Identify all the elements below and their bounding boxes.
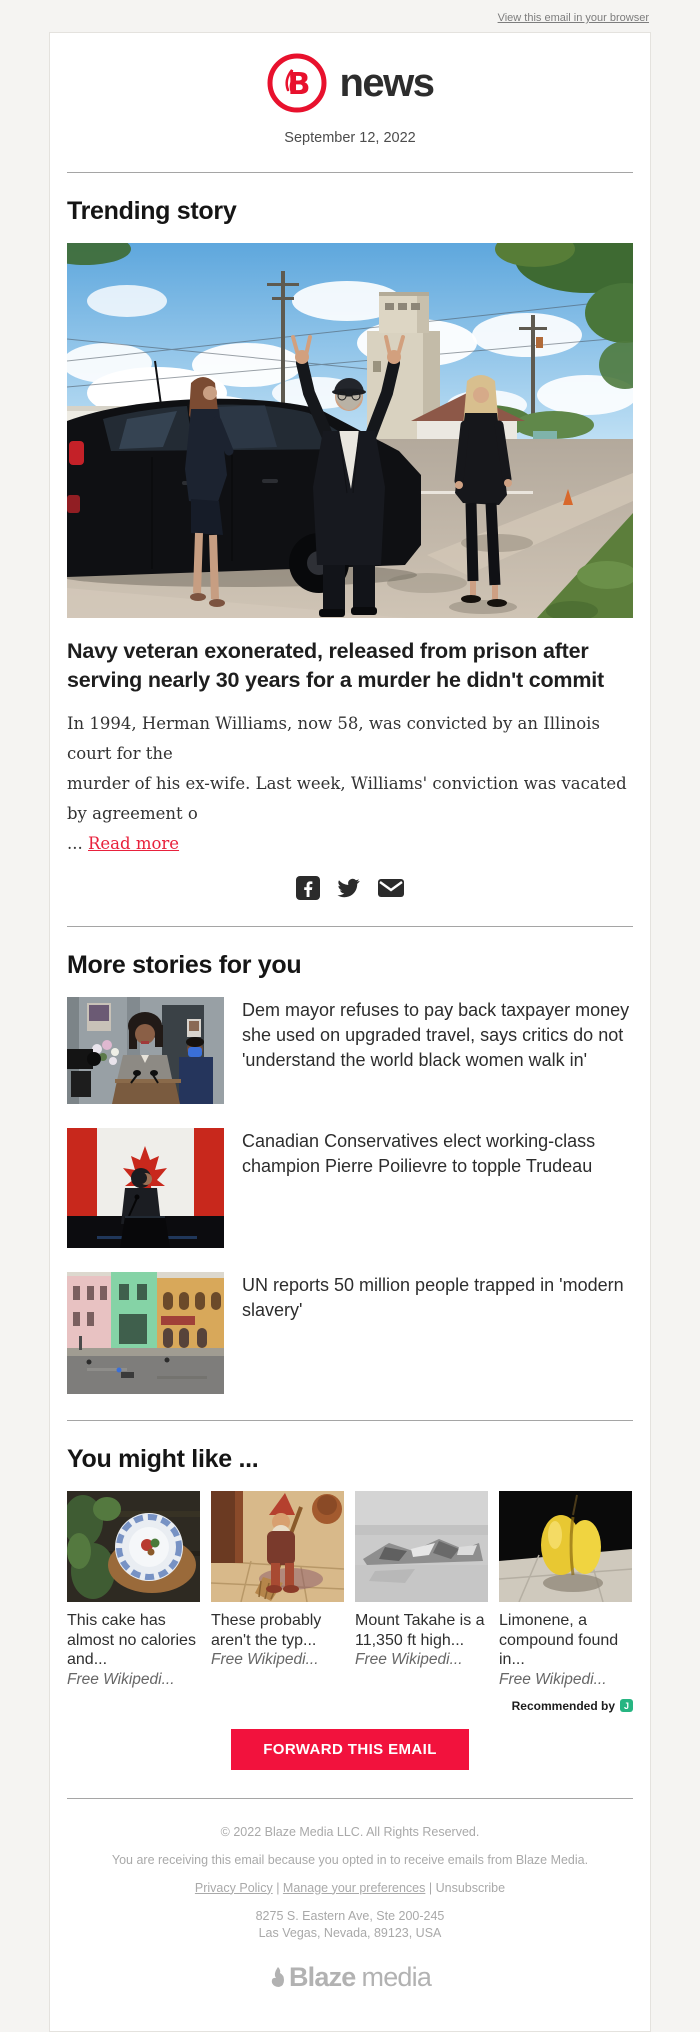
footer	[67, 1825, 633, 1993]
facebook-icon[interactable]	[296, 876, 320, 900]
story-headline[interactable]: UN reports 50 million people trapped in 'modern slavery'	[242, 1275, 624, 1320]
recommendation-card[interactable]	[67, 1491, 200, 1689]
link-separator: |	[276, 1880, 280, 1895]
brand-wordmark: news	[339, 60, 434, 105]
recommended-by[interactable]	[67, 1699, 633, 1713]
read-more-link[interactable]: Read more	[87, 834, 180, 853]
subscription-reason: You are receiving this email because you opted in to receive emails from Blaze Media.	[111, 1852, 589, 1867]
trending-body	[67, 709, 633, 859]
divider	[67, 926, 633, 927]
rec-thumbnail-mount-takahe[interactable]	[355, 1491, 488, 1602]
recommendation-card[interactable]	[355, 1491, 488, 1689]
more-stories-section-title: More stories for you	[67, 951, 302, 979]
link-separator: |	[428, 1880, 433, 1895]
twitter-icon[interactable]	[335, 876, 362, 900]
blaze-logo-icon	[266, 52, 328, 114]
body-line: murder of his ex-wife. Last week, Williams' conviction was vacated by agreement o	[67, 774, 627, 823]
address-line-2: Las Vegas, Nevada, 89123, USA	[258, 1925, 442, 1940]
rec-title[interactable]: These probably aren't the typ...	[211, 1612, 322, 1649]
body-line: ... Read more	[67, 834, 180, 853]
divider	[67, 1798, 633, 1799]
footer-links	[67, 1881, 633, 1895]
divider	[67, 172, 633, 173]
view-in-browser-link[interactable]: View this email in your browser	[497, 12, 649, 24]
story-headline[interactable]: Dem mayor refuses to pay back taxpayer money she used on upgraded travel, says critics do not 'understand the world black women walk in'	[242, 1000, 630, 1070]
rec-source: Free Wikipedi...	[67, 1670, 175, 1688]
rec-title[interactable]: Mount Takahe is a 11,350 ft high...	[355, 1612, 485, 1649]
rec-title[interactable]: This cake has almost no calories and...	[67, 1612, 196, 1668]
story-thumbnail-mayor[interactable]	[67, 997, 224, 1104]
rec-source: Free Wikipedi...	[355, 1651, 463, 1668]
recommendation-card[interactable]	[211, 1491, 344, 1689]
story-thumbnail-canada[interactable]	[67, 1128, 224, 1248]
recommendations-grid	[67, 1491, 633, 1689]
trending-headline[interactable]: Navy veteran exonerated, released from prison after serving nearly 30 years for a murder he didn't commit	[67, 639, 604, 692]
rec-thumbnail-gnome[interactable]	[211, 1491, 344, 1602]
rec-thumbnail-cake[interactable]	[67, 1491, 200, 1602]
wordmark-media: media	[361, 1961, 432, 1992]
rec-source: Free Wikipedi...	[499, 1670, 607, 1688]
story-row[interactable]	[67, 1128, 633, 1248]
manage-preferences-link[interactable]: Manage your preferences	[282, 1880, 426, 1895]
copyright-text: © 2022 Blaze Media LLC. All Rights Reserved.	[220, 1824, 480, 1839]
recommended-by-label: Recommended by	[511, 1698, 615, 1713]
story-row[interactable]	[67, 997, 633, 1104]
flame-icon	[269, 1965, 287, 1989]
forward-email-button[interactable]: FORWARD THIS EMAIL	[231, 1729, 469, 1770]
privacy-policy-link[interactable]: Privacy Policy	[194, 1880, 273, 1895]
recommendations-section-title: You might like ...	[67, 1445, 259, 1473]
social-share-row	[67, 876, 633, 900]
story-thumbnail-street[interactable]	[67, 1272, 224, 1394]
divider	[67, 1420, 633, 1421]
recommendation-card[interactable]	[499, 1491, 632, 1689]
blaze-media-wordmark	[67, 1962, 633, 1993]
email-icon[interactable]	[377, 876, 405, 900]
rec-title[interactable]: Limonene, a compound found in...	[499, 1612, 619, 1668]
unsubscribe-link[interactable]: Unsubscribe	[435, 1880, 506, 1895]
svg-text:B: B	[288, 67, 311, 102]
rec-thumbnail-limonene[interactable]	[499, 1491, 632, 1602]
body-line: In 1994, Herman Williams, now 58, was convicted by an Illinois court for the	[67, 714, 600, 763]
jeeng-badge-icon: J	[620, 1699, 633, 1712]
story-headline[interactable]: Canadian Conservatives elect working-class champion Pierre Poilievre to topple Trudeau	[242, 1131, 596, 1176]
newsletter-date: September 12, 2022	[284, 130, 416, 146]
topbar	[49, 0, 651, 32]
email-card	[49, 32, 651, 2032]
trending-section-title: Trending story	[67, 197, 237, 225]
header	[67, 33, 633, 173]
rec-source: Free Wikipedi...	[211, 1651, 319, 1668]
wordmark-blaze: Blaze	[288, 1961, 356, 1992]
story-row[interactable]	[67, 1272, 633, 1394]
address-line-1: 8275 S. Eastern Ave, Ste 200-245	[255, 1908, 445, 1923]
trending-story-image[interactable]	[67, 243, 633, 618]
